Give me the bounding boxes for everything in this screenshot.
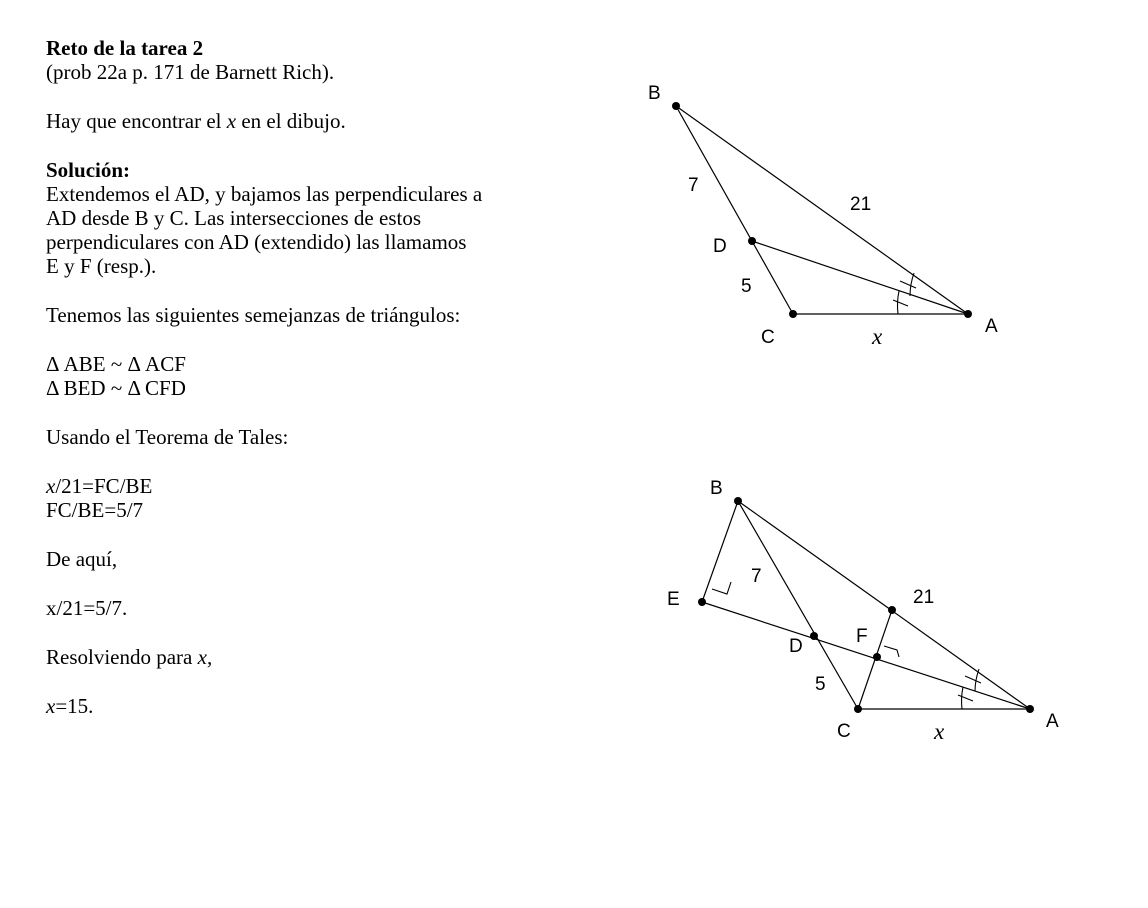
point-b (734, 497, 742, 505)
label-c: C (761, 327, 775, 348)
label-e: E (667, 589, 680, 610)
prompt-suffix: en el dibujo. (236, 109, 346, 133)
prompt-variable: x (226, 109, 237, 133)
right-angle-f (884, 646, 899, 657)
solution-line: Extendemos el AD, y bajamos las perpendiculares a (46, 182, 483, 206)
angle-tick (900, 281, 916, 288)
point-b (672, 102, 680, 110)
length-ca-x: x (872, 324, 883, 349)
similarity-intro: Tenemos las siguientes semejanzas de triángulos: (46, 303, 461, 327)
length-dc: 5 (815, 674, 826, 695)
point-perpendicular-foot (888, 606, 896, 614)
label-b: B (648, 83, 661, 104)
segment-da (752, 241, 968, 314)
length-ba: 21 (913, 587, 935, 608)
problem-reference: (prob 22a p. 171 de Barnett Rich). (46, 60, 335, 84)
segment-bc (676, 106, 793, 314)
label-d: D (713, 236, 727, 257)
similarity-bed-cfd: Δ BED ~ Δ CFD (46, 376, 186, 400)
similarity-abe-acf: Δ ABE ~ Δ ACF (46, 352, 186, 376)
angle-arc-outer (975, 669, 979, 691)
solving-variable: x, (197, 645, 213, 669)
point-c (789, 310, 797, 318)
angle-tick (965, 676, 981, 683)
answer-variable: x (46, 694, 56, 718)
point-a (964, 310, 972, 318)
right-angle-e (712, 582, 731, 594)
point-d (748, 237, 756, 245)
tales-intro: Usando el Teorema de Tales: (46, 425, 289, 449)
point-f (873, 653, 881, 661)
segment-bc (738, 501, 858, 709)
de-aqui: De aquí, (46, 547, 118, 571)
solution-line: perpendiculares con AD (extendido) las llamamos (46, 230, 467, 254)
document-title: Reto de la tarea 2 (46, 36, 204, 60)
label-b: B (710, 478, 723, 499)
label-d: D (789, 636, 803, 657)
figure-2-triangle (667, 478, 1059, 744)
point-d (810, 632, 818, 640)
point-c (854, 705, 862, 713)
equation-3: x/21=5/7. (46, 596, 128, 620)
segment-be (702, 501, 738, 602)
solution-heading: Solución: (46, 158, 131, 182)
segment-ba (738, 501, 1030, 709)
length-ba: 21 (850, 194, 872, 215)
angle-tick (958, 695, 973, 701)
equation-2: FC/BE=5/7 (46, 498, 144, 522)
figure-1-triangle (648, 83, 998, 349)
label-c: C (837, 721, 851, 742)
length-bd: 7 (751, 566, 762, 587)
eq1-rest: /21=FC/BE (55, 474, 153, 498)
label-f: F (856, 626, 868, 647)
length-bd: 7 (688, 175, 699, 196)
label-a: A (985, 316, 998, 337)
angle-tick (893, 300, 908, 306)
solution-line: E y F (resp.). (46, 254, 157, 278)
length-dc: 5 (741, 276, 752, 297)
answer-rest: =15. (55, 694, 94, 718)
angle-arc-outer (910, 273, 914, 296)
eq1-variable: x (46, 474, 56, 498)
segment-ba (676, 106, 968, 314)
point-a (1026, 705, 1034, 713)
prompt-prefix: Hay que encontrar el (46, 109, 227, 133)
solution-line: AD desde B y C. Las intersecciones de estos (46, 206, 421, 230)
label-a: A (1046, 711, 1059, 732)
solving-prefix: Resolviendo para (46, 645, 198, 669)
segment-ea (702, 602, 1030, 709)
angle-arc-inner (962, 687, 963, 709)
point-e (698, 598, 706, 606)
length-ca-x: x (934, 719, 945, 744)
